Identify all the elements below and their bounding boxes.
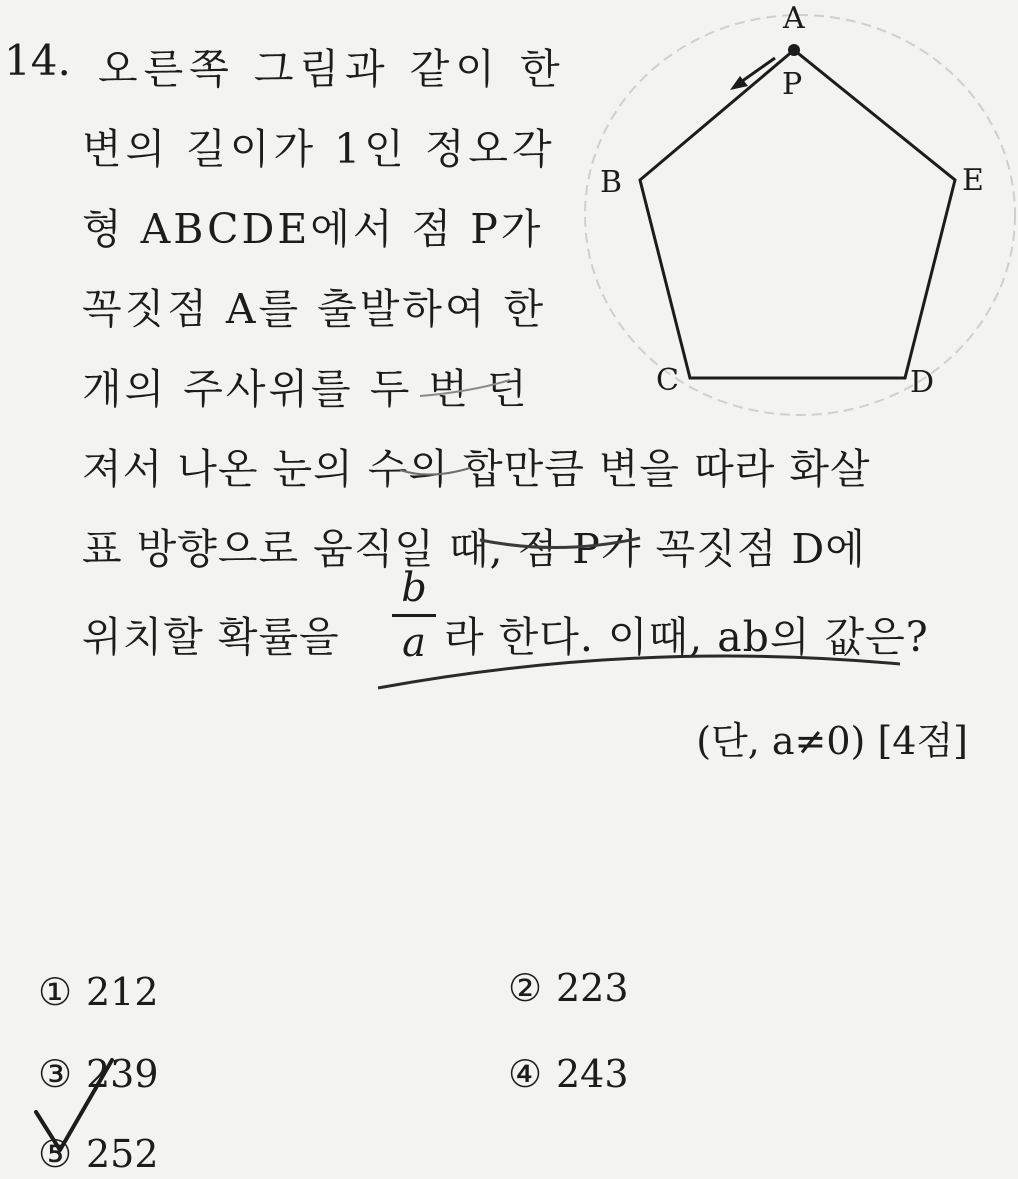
question-line-6: 져서 나온 눈의 수의 합만큼 변을 따라 화살 (82, 445, 871, 493)
fraction-denominator: a (402, 620, 426, 666)
question-number: 14. (4, 36, 71, 85)
pencil-underline-3 (378, 656, 900, 688)
choice-5-mark: ⑤ (38, 1132, 73, 1176)
question-line-5: 개의 주사위를 두 번 던 (82, 365, 530, 413)
point-label-p: P (782, 67, 803, 102)
question-line-4: 꼭짓점 A를 출발하여 한 (82, 285, 547, 333)
choice-3-mark: ③ (38, 1052, 73, 1096)
point-p-dot (788, 44, 800, 56)
choice-3-value: 239 (86, 1052, 159, 1096)
fraction-numerator: b (401, 565, 427, 611)
vertex-label-b: B (600, 165, 623, 200)
choice-1-value: 212 (86, 970, 159, 1014)
choice-1-mark: ① (38, 970, 73, 1014)
choice-2-mark: ② (508, 966, 543, 1010)
choice-2-value: 223 (556, 966, 629, 1010)
question-condition: (단, a≠0) [4점] (696, 719, 968, 763)
question-line-3: 형 ABCDE에서 점 P가 (82, 205, 544, 253)
question-line-2: 변의 길이가 1인 정오각 (82, 125, 556, 173)
question-line-1: 오른쪽 그림과 같이 한 (98, 45, 566, 93)
vertex-label-e: E (962, 163, 984, 198)
pencil-underline-4 (420, 380, 510, 396)
pencil-underline-1 (400, 468, 470, 475)
choice-4-mark: ④ (508, 1052, 543, 1096)
vertex-label-d: D (910, 365, 935, 400)
check-mark-icon (36, 1060, 112, 1150)
choice-5-value: 252 (86, 1132, 159, 1176)
vertex-label-a: A (783, 1, 805, 36)
pencil-underline-2 (480, 538, 640, 548)
vertex-label-c: C (656, 363, 679, 398)
choice-4-value: 243 (556, 1052, 629, 1096)
question-line-8-after: 라 한다. 이때, ab의 값은? (444, 613, 929, 661)
question-line-8-before: 위치할 확률을 (82, 613, 340, 661)
question-line-7: 표 방향으로 움직일 때, 점 P가 꼭짓점 D에 (82, 525, 866, 573)
